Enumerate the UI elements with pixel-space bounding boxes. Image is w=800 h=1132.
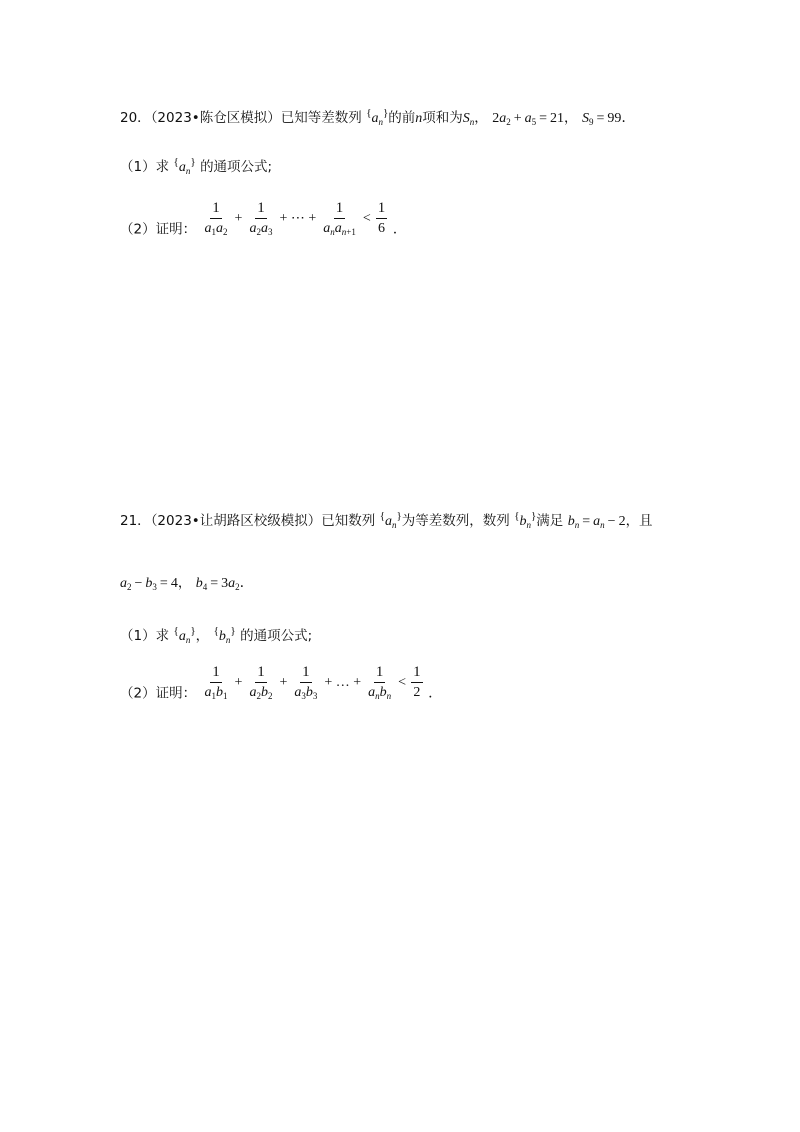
q20-part-1-text: 的通项公式; bbox=[200, 159, 273, 175]
q21-condition-2: $b_4 = 3a_2$ bbox=[195, 576, 240, 592]
seq-b-n: $^{\{}b_n^{\}}$ bbox=[213, 625, 236, 645]
q21-stem bbox=[120, 509, 653, 530]
q21-condition-1: $a_2 - b_3 = 4$ bbox=[120, 576, 178, 592]
q20-part-2: （2）证明： $\frac{1}{a_1a_2}$ + $\frac{1}{a_2a_3}$ + ⋯ + $\frac{1}{a_na_{n+1}}$ < $\frac{1}{6}$ . bbox=[120, 200, 398, 238]
seq-a-n: $^{\{}a_n^{\}}$ bbox=[366, 107, 389, 127]
seq-a-n: $^{\{}a_n^{\}}$ bbox=[173, 625, 196, 645]
q20-number: 20． bbox=[120, 110, 151, 126]
q21-part-1-text: 的通项公式; bbox=[240, 628, 313, 644]
q20-stem: 20．（2023•陈仓区模拟）已知等差数列 $^{\{}a_n^{\}}$的前n项和为$S_n$， $2a_2 + a_5 = 21$， $S_9 = 99$. bbox=[120, 107, 626, 127]
q21-part-1: （1）求 $^{\{}a_n^{\}}$， $^{\{}b_n^{\}}$ 的通项公式; bbox=[120, 625, 313, 645]
q20-part-1-label: （1）求 bbox=[120, 159, 170, 175]
q21-text-2: 为等差数列，数列 bbox=[401, 513, 510, 529]
var-n: n bbox=[415, 111, 423, 126]
q21-conditions: $a_2 - b_3 = 4$， $b_4 = 3a_2$. bbox=[120, 575, 245, 592]
q20-condition-1: $2a_2 + a_5 = 21$ bbox=[492, 111, 565, 127]
q21-relation: $b_n = a_n - 2$ bbox=[567, 514, 626, 530]
q21-text-1: 已知数列 bbox=[321, 513, 376, 529]
q20-text-2: 的前 bbox=[388, 110, 416, 126]
q21-part-1-label: （1）求 bbox=[120, 628, 170, 644]
q20-part-2-label: （2）证明： bbox=[120, 221, 197, 238]
seq-a-n: $^{\{}a_n^{\}}$ bbox=[379, 510, 402, 530]
sum-s-n: $S_n$ bbox=[462, 111, 475, 127]
q20-inequality: $\frac{1}{a_1a_2}$ + $\frac{1}{a_2a_3}$ + ⋯ + $\frac{1}{a_na_{n+1}}$ < $\frac{1}{6}$ bbox=[204, 200, 386, 237]
q21-number: 21． bbox=[120, 513, 151, 529]
q21-text-4: ，且 bbox=[625, 513, 653, 529]
q20-condition-2: $S_9 = 99$ bbox=[582, 111, 622, 127]
seq-b-n: $^{\{}b_n^{\}}$ bbox=[514, 510, 537, 530]
seq-a-n: $^{\{}a_n^{\}}$ bbox=[173, 156, 196, 176]
q20-text-1: 已知等差数列 bbox=[280, 110, 362, 126]
q21-part-2: （2）证明： $\frac{1}{a_1b_1}$ + $\frac{1}{a_2b_2}$ + $\frac{1}{a_3b_3}$ + … + $\frac{1}{a_nb_n}$ < $\frac{1}{2}$ . bbox=[120, 664, 433, 702]
q20-part-1 bbox=[120, 155, 272, 176]
q21-inequality: $\frac{1}{a_1b_1}$ + $\frac{1}{a_2b_2}$ + $\frac{1}{a_3b_3}$ + … + $\frac{1}{a_nb_n}$ < $\frac{1}{2}$ bbox=[204, 664, 421, 701]
q20-source: （2023•陈仓区模拟） bbox=[150, 110, 281, 126]
q21-source: （2023•让胡路区校级模拟） bbox=[150, 513, 322, 529]
q21-part-2-label: （2）证明： bbox=[120, 685, 197, 702]
q21-text-3: 满足 bbox=[536, 513, 564, 529]
q20-text-3: 项和为 bbox=[422, 110, 463, 126]
